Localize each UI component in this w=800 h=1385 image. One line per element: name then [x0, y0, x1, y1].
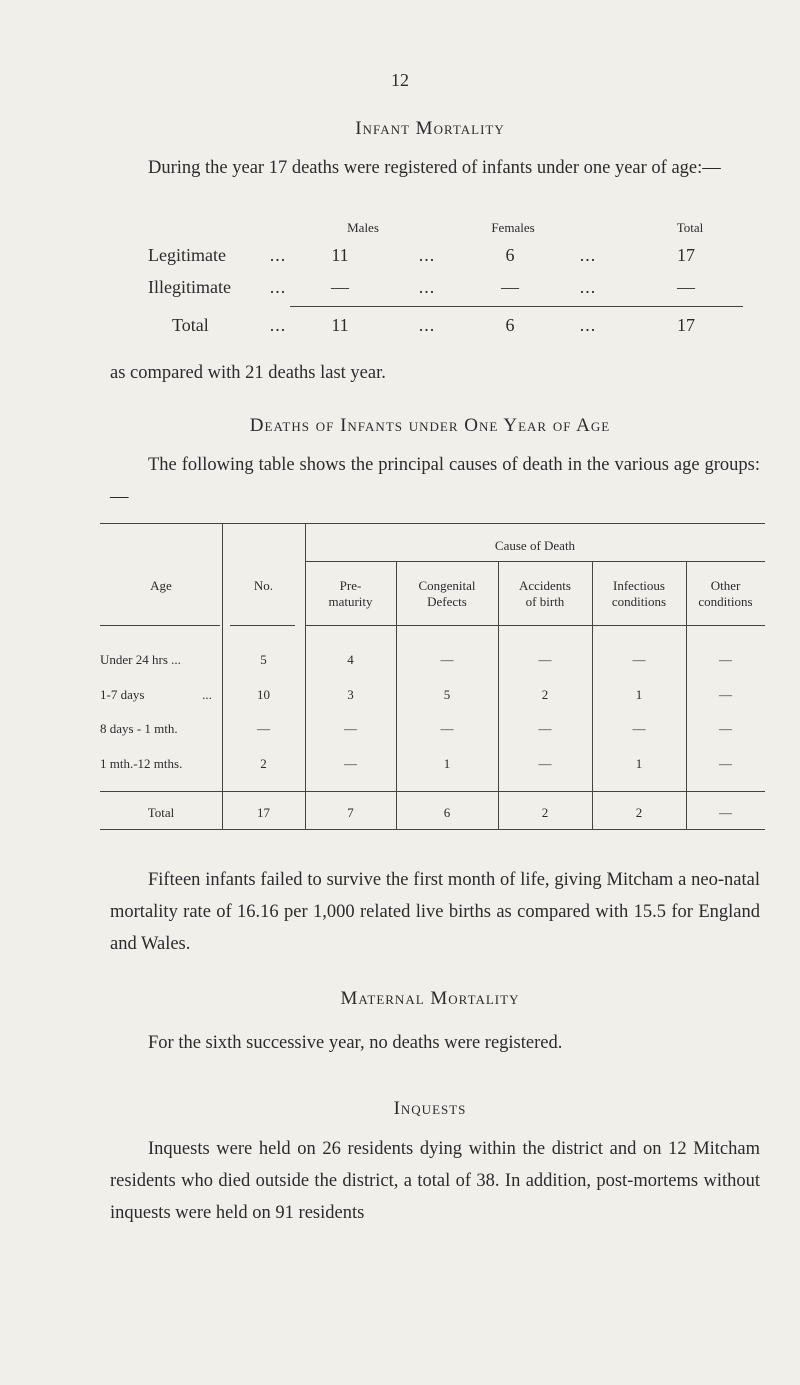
section-heading-inquests: Inquests	[393, 1098, 467, 1119]
cell-total-males: 11	[331, 315, 349, 335]
leader-dots: ...	[269, 277, 287, 297]
cell-total-infectious: 2	[635, 805, 643, 820]
cell-r4-congenital: 1	[443, 756, 451, 771]
cell-illegitimate-total: —	[677, 277, 695, 297]
cell-r3-other: —	[719, 721, 732, 736]
cell-r2-infectious: 1	[635, 687, 643, 702]
leader-dots: ...	[269, 245, 287, 265]
cell-legitimate-total: 17	[677, 245, 695, 265]
leader-dots: ...	[579, 245, 597, 265]
cell-total-congenital: 6	[443, 805, 451, 820]
page-number: 12	[391, 70, 409, 90]
leader-dots: ...	[418, 315, 436, 335]
col-header-females: Females	[491, 220, 535, 235]
cell-total-other: —	[719, 805, 732, 820]
maternal-mortality-text: For the sixth successive year, no deaths were registered.	[148, 1033, 563, 1053]
col-header-males: Males	[347, 220, 379, 235]
cell-r2-no: 10	[257, 687, 270, 702]
cell-r2-other: —	[719, 687, 732, 702]
cell-r4-accidents: —	[538, 756, 552, 771]
comparison-text: as compared with 21 deaths last year.	[110, 363, 386, 383]
leader-dots: ...	[579, 315, 597, 335]
section-heading-maternal-mortality: Maternal Mortality	[340, 988, 520, 1009]
cell-r4-prematurity: —	[344, 756, 357, 771]
row-label-1-12-mths: 1 mth.-12 mths.	[100, 756, 183, 771]
cell-r4-no: 2	[260, 756, 267, 771]
summary-table	[0, 0, 800, 400]
cell-r2-accidents: 2	[541, 687, 549, 702]
neonatal-mortality-paragraph: Fifteen infants failed to survive the first month of life, giving Mitcham a neo-natal mortality rate of 16.16 per 1,000 related live births as compared with 15.5 for England and Wales.	[110, 870, 760, 954]
row-label-1-7-days: 1-7 days	[100, 687, 145, 702]
deaths-table-intro: The following table shows the principal causes of death in the various age groups:—	[110, 455, 760, 507]
cell-total-prematurity: 7	[347, 805, 354, 820]
cell-r1-prematurity: 4	[347, 652, 354, 667]
cell-r1-accidents: —	[538, 652, 552, 667]
cell-illegitimate-females: —	[501, 277, 519, 297]
infant-mortality-intro: During the year 17 deaths were registered of infants under one year of age:—	[148, 158, 721, 178]
leader-dots: ...	[579, 277, 597, 297]
row-label-legitimate: Legitimate	[148, 245, 226, 265]
row-label-8-days-1-mth: 8 days - 1 mth.	[100, 721, 178, 736]
row-label-total: Total	[172, 315, 209, 335]
col-header-other-conditions: Other conditions	[698, 578, 753, 609]
cell-r3-congenital: —	[440, 721, 454, 736]
cell-total-total: 17	[677, 315, 695, 335]
cell-r2-congenital: 5	[443, 687, 451, 702]
cell-total-no: 17	[257, 805, 270, 820]
leader-dots: ...	[418, 245, 436, 265]
cell-r1-congenital: —	[440, 652, 454, 667]
causes-of-death-table	[100, 515, 765, 830]
cell-total-accidents: 2	[541, 805, 549, 820]
cell-illegitimate-males: —	[331, 277, 349, 297]
col-header-age: Age	[150, 578, 172, 593]
cell-legitimate-males: 11	[331, 245, 349, 265]
cell-r3-accidents: —	[538, 721, 552, 736]
cell-r1-no: 5	[260, 652, 267, 667]
col-header-congenital-defects: Congenital Defects	[418, 578, 476, 609]
leader-dots: ...	[269, 315, 287, 335]
cell-r3-no: —	[257, 721, 270, 736]
row-label-illegitimate: Illegitimate	[148, 277, 231, 297]
cell-r2-prematurity: 3	[347, 687, 354, 702]
cell-legitimate-females: 6	[505, 245, 515, 265]
col-header-no: No.	[253, 578, 274, 593]
col-header-prematurity: Pre- maturity	[328, 578, 373, 609]
cell-r1-infectious: —	[632, 652, 646, 667]
leader-dots: ...	[202, 687, 212, 702]
leader-dots: ...	[418, 277, 436, 297]
row-label-under-24-hrs: Under 24 hrs ...	[100, 652, 181, 667]
group-header-cause-of-death: Cause of Death	[494, 538, 576, 553]
col-header-total: Total	[676, 220, 704, 235]
cell-r4-other: —	[719, 756, 732, 771]
inquests-text: Inquests were held on 26 residents dying within the district and on 12 Mitcham residents who died outside the district, a total of 38. In addition, post-mortems without inquests were held on 91 residents	[110, 1139, 760, 1223]
section-heading-deaths-under-one: Deaths of Infants under One Year of Age	[249, 415, 611, 436]
cell-r4-infectious: 1	[635, 756, 643, 771]
cell-r1-other: —	[719, 652, 732, 667]
col-header-accidents-of-birth: Accidents of birth	[519, 578, 571, 609]
col-header-infectious-conditions: Infectious conditions	[611, 578, 667, 609]
total-rule	[290, 306, 743, 307]
cell-r3-infectious: —	[632, 721, 646, 736]
cell-r3-prematurity: —	[344, 721, 357, 736]
cell-total-females: 6	[505, 315, 515, 335]
row-label-total: Total	[147, 805, 175, 820]
section-heading-infant-mortality: Infant Mortality	[355, 118, 505, 139]
